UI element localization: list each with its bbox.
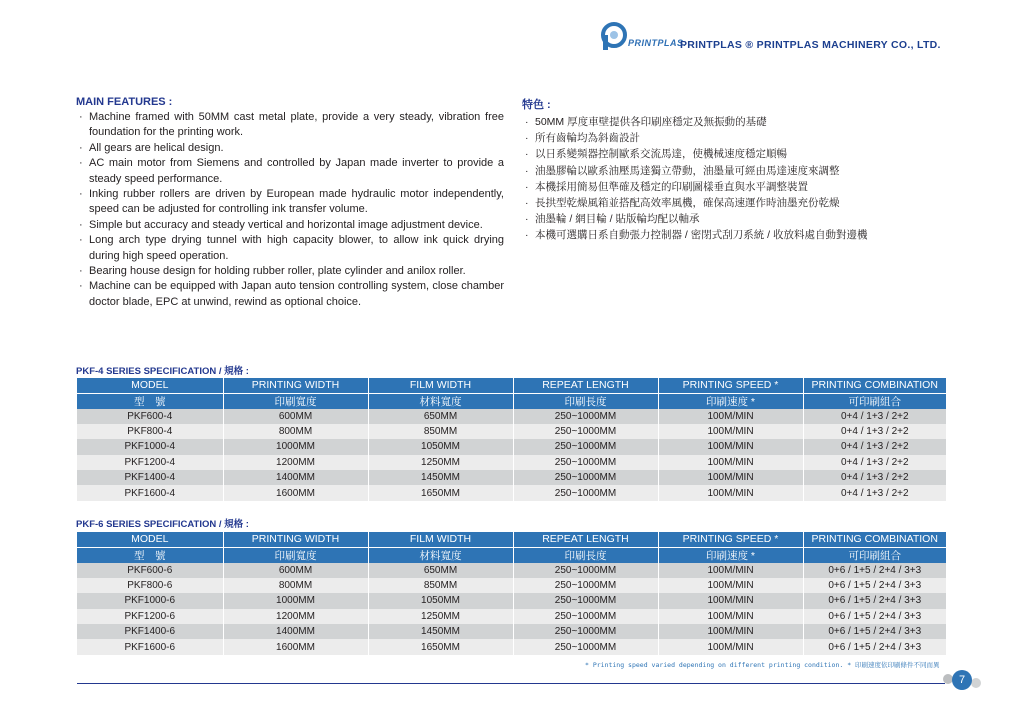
table-cell: 1000MM <box>223 593 368 608</box>
page-indicator <box>943 670 983 692</box>
table-cell: PKF600-4 <box>77 409 223 424</box>
feature-item <box>76 218 504 233</box>
main-features-section <box>76 96 504 310</box>
feature-text: Simple but accuracy and steady vertical and horizontal image adjustment device. <box>89 218 483 231</box>
bullet: · <box>525 164 529 177</box>
table-cell: 100M/MIN <box>658 639 803 654</box>
pkf4-spec-title: PKF-4 SERIES SPECIFICATION / 規格 : <box>76 366 249 377</box>
feature-zh-item <box>522 146 942 162</box>
table-cell: 800MM <box>223 578 368 593</box>
logo-script-text: PRINTPLAS. <box>628 38 687 48</box>
feature-zh-text: 油墨膠輪以歐系油壓馬達獨立帶動，油墨量可經由馬達速度來調整 <box>535 164 840 177</box>
decor-dot-icon <box>971 678 981 688</box>
table-cell: PKF1400-6 <box>77 624 223 639</box>
table-cell: 600MM <box>223 563 368 578</box>
table-cell: 1200MM <box>223 609 368 624</box>
table-cell: PKF1000-4 <box>77 439 223 454</box>
table-cell: 850MM <box>368 424 513 439</box>
feature-item <box>76 279 504 310</box>
table-cell: 100M/MIN <box>658 424 803 439</box>
table-cell: 1600MM <box>223 639 368 654</box>
table-cell: 1650MM <box>368 485 513 500</box>
table-header-zh-row <box>77 393 946 409</box>
col-header: FILM WIDTH <box>368 378 513 393</box>
table-cell: 100M/MIN <box>658 578 803 593</box>
feature-text: Machine can be equipped with Japan auto tension controlling system, close chamber doctor blade, EPC at unwind, rewind as optional choice. <box>89 280 504 308</box>
features-zh-title: 特色 : <box>522 99 551 111</box>
table-cell: PKF1200-6 <box>77 609 223 624</box>
bullet: · <box>79 265 83 278</box>
table-header-row <box>77 378 946 393</box>
bullet: · <box>79 157 83 170</box>
table-cell: 100M/MIN <box>658 455 803 470</box>
table-cell: PKF1200-4 <box>77 455 223 470</box>
table-cell: 100M/MIN <box>658 439 803 454</box>
main-features-title: MAIN FEATURES : <box>76 96 173 108</box>
feature-zh-item <box>522 227 942 243</box>
table-row <box>77 485 946 500</box>
col-header-zh: 可印刷組合 <box>803 547 946 563</box>
feature-text: Bearing house design for holding rubber roller, plate cylinder and anilox roller. <box>89 265 466 278</box>
table-cell: 100M/MIN <box>658 563 803 578</box>
col-header-zh: 印刷寬度 <box>223 393 368 409</box>
col-header: PRINTING SPEED * <box>658 532 803 547</box>
table-cell: 0+6 / 1+5 / 2+4 / 3+3 <box>803 578 946 593</box>
table-cell: 0+4 / 1+3 / 2+2 <box>803 409 946 424</box>
table-cell: 1000MM <box>223 439 368 454</box>
feature-text: AC main motor from Siemens and controlled by Japan made inverter to provide a steady speed performance. <box>89 157 504 185</box>
bullet: · <box>525 180 529 193</box>
table-row <box>77 409 946 424</box>
table-header-row <box>77 532 946 547</box>
table-row <box>77 593 946 608</box>
feature-item <box>76 110 504 141</box>
col-header: PRINTING WIDTH <box>223 532 368 547</box>
col-header: PRINTING COMBINATION <box>803 378 946 393</box>
page-number: 7 <box>952 670 972 690</box>
table-cell: 1600MM <box>223 485 368 500</box>
col-header: PRINTING COMBINATION <box>803 532 946 547</box>
feature-zh-text: 本機採用簡易但準確及穩定的印刷圖樣垂直與水平調整裝置 <box>535 180 808 193</box>
table-cell: 1650MM <box>368 639 513 654</box>
bullet: · <box>79 141 83 154</box>
table-cell: 0+4 / 1+3 / 2+2 <box>803 439 946 454</box>
col-header-zh: 型 號 <box>77 547 223 563</box>
feature-zh-text: 50MM 厚度車壁提供各印刷座穩定及無振動的基礎 <box>535 116 767 128</box>
feature-zh-item <box>522 163 942 179</box>
table-cell: 650MM <box>368 409 513 424</box>
table-cell: 250~1000MM <box>513 409 658 424</box>
pkf6-table-body <box>77 563 946 655</box>
feature-text: Long arch type drying tunnel with high capacity blower, to allow ink quick drying during high speed operation. <box>89 234 504 262</box>
table-cell: 0+4 / 1+3 / 2+2 <box>803 485 946 500</box>
bullet: · <box>79 218 83 231</box>
table-cell: 0+4 / 1+3 / 2+2 <box>803 424 946 439</box>
feature-item <box>76 141 504 156</box>
feature-zh-text: 長拱型乾燥風箱並搭配高效率風機，確保高速運作時油墨充份乾燥 <box>535 197 840 210</box>
table-cell: 100M/MIN <box>658 624 803 639</box>
feature-item <box>76 187 504 218</box>
table-cell: 250~1000MM <box>513 424 658 439</box>
col-header-zh: 印刷長度 <box>513 393 658 409</box>
bullet: · <box>525 148 529 161</box>
table-cell: 0+6 / 1+5 / 2+4 / 3+3 <box>803 639 946 654</box>
table-cell: 0+6 / 1+5 / 2+4 / 3+3 <box>803 609 946 624</box>
bullet: · <box>525 132 529 145</box>
table-cell: 1250MM <box>368 609 513 624</box>
table-header-zh-row <box>77 547 946 563</box>
table-cell: 100M/MIN <box>658 485 803 500</box>
table-cell: 1050MM <box>368 439 513 454</box>
feature-zh-item <box>522 211 942 227</box>
table-cell: 800MM <box>223 424 368 439</box>
table-cell: 1400MM <box>223 624 368 639</box>
table-cell: 1450MM <box>368 470 513 485</box>
table-cell: 250~1000MM <box>513 624 658 639</box>
table-cell: PKF1400-4 <box>77 470 223 485</box>
table-row <box>77 424 946 439</box>
feature-item <box>76 233 504 264</box>
col-header-zh: 印刷長度 <box>513 547 658 563</box>
features-zh-list <box>522 114 942 244</box>
feature-text: Machine framed with 50MM cast metal plate, provide a very steady, vibration free foundation for the printing work. <box>89 111 504 139</box>
table-cell: 250~1000MM <box>513 578 658 593</box>
table-cell: PKF600-6 <box>77 563 223 578</box>
table-cell: 0+4 / 1+3 / 2+2 <box>803 455 946 470</box>
feature-text: Inking rubber rollers are driven by European made hydraulic motor independently, speed can be adjusted for controlling ink transfer volume. <box>89 188 504 216</box>
table-cell: 0+6 / 1+5 / 2+4 / 3+3 <box>803 593 946 608</box>
table-cell: 0+6 / 1+5 / 2+4 / 3+3 <box>803 563 946 578</box>
bullet: · <box>79 111 83 123</box>
table-row <box>77 609 946 624</box>
table-cell: 250~1000MM <box>513 485 658 500</box>
feature-zh-item <box>522 114 942 130</box>
feature-item <box>76 156 504 187</box>
bullet: · <box>525 229 529 242</box>
table-cell: 250~1000MM <box>513 593 658 608</box>
table-cell: 1400MM <box>223 470 368 485</box>
bullet: · <box>79 188 83 201</box>
feature-zh-text: 油墨輪 / 網目輪 / 貼版輪均配以軸承 <box>535 213 700 226</box>
col-header-zh: 型 號 <box>77 393 223 409</box>
table-cell: PKF800-6 <box>77 578 223 593</box>
table-cell: 250~1000MM <box>513 455 658 470</box>
bullet: · <box>525 116 529 128</box>
table-cell: 600MM <box>223 409 368 424</box>
pkf4-table-body <box>77 409 946 501</box>
pkf6-spec-table <box>77 532 946 655</box>
table-cell: 0+4 / 1+3 / 2+2 <box>803 470 946 485</box>
features-zh-section <box>522 96 942 244</box>
col-header: MODEL <box>77 378 223 393</box>
brand-header <box>598 22 958 54</box>
table-row <box>77 639 946 654</box>
table-cell: 850MM <box>368 578 513 593</box>
table-row <box>77 563 946 578</box>
table-cell: 0+6 / 1+5 / 2+4 / 3+3 <box>803 624 946 639</box>
col-header-zh: 印刷速度 * <box>658 547 803 563</box>
table-cell: 100M/MIN <box>658 593 803 608</box>
table-cell: 1200MM <box>223 455 368 470</box>
table-cell: PKF1600-4 <box>77 485 223 500</box>
bullet: · <box>525 213 529 226</box>
company-name: PRINTPLAS ® PRINTPLAS MACHINERY CO., LTD. <box>680 39 941 51</box>
feature-zh-text: 本機可選購日系自動張力控制器 / 密閉式刮刀系統 / 收放料處自動對邊機 <box>535 229 868 242</box>
col-header: PRINTING SPEED * <box>658 378 803 393</box>
feature-zh-item <box>522 130 942 146</box>
table-row <box>77 470 946 485</box>
table-cell: 100M/MIN <box>658 470 803 485</box>
table-row <box>77 455 946 470</box>
table-cell: 250~1000MM <box>513 639 658 654</box>
col-header: REPEAT LENGTH <box>513 532 658 547</box>
table-cell: 100M/MIN <box>658 409 803 424</box>
features-list <box>76 110 504 310</box>
col-header: PRINTING WIDTH <box>223 378 368 393</box>
table-cell: 650MM <box>368 563 513 578</box>
table-cell: 250~1000MM <box>513 563 658 578</box>
table-row <box>77 578 946 593</box>
table-cell: PKF1000-6 <box>77 593 223 608</box>
pkf4-spec-table <box>77 378 946 501</box>
feature-text: All gears are helical design. <box>89 141 224 154</box>
speed-footnote: * Printing speed varied depending on different printing condition. * 印刷速度依印刷條件不同而異 <box>585 661 940 669</box>
table-cell: 250~1000MM <box>513 470 658 485</box>
col-header-zh: 可印刷組合 <box>803 393 946 409</box>
feature-zh-text: 所有齒輪均為斜齒設計 <box>535 132 640 145</box>
table-cell: PKF800-4 <box>77 424 223 439</box>
bullet: · <box>79 234 83 247</box>
col-header-zh: 印刷寬度 <box>223 547 368 563</box>
table-cell: 1450MM <box>368 624 513 639</box>
feature-zh-item <box>522 179 942 195</box>
feature-zh-item <box>522 195 942 211</box>
feature-item <box>76 264 504 279</box>
feature-zh-text: 以日系變頻器控制歐系交流馬達，使機械速度穩定順暢 <box>535 148 787 161</box>
table-cell: 100M/MIN <box>658 609 803 624</box>
printplas-logo-icon <box>600 22 630 52</box>
col-header: REPEAT LENGTH <box>513 378 658 393</box>
table-cell: 1050MM <box>368 593 513 608</box>
col-header-zh: 材料寬度 <box>368 393 513 409</box>
col-header-zh: 材料寬度 <box>368 547 513 563</box>
table-row <box>77 439 946 454</box>
footer-divider <box>77 683 945 684</box>
table-cell: 250~1000MM <box>513 439 658 454</box>
table-cell: 1250MM <box>368 455 513 470</box>
pkf6-spec-title: PKF-6 SERIES SPECIFICATION / 規格 : <box>76 519 249 530</box>
col-header: FILM WIDTH <box>368 532 513 547</box>
table-cell: 250~1000MM <box>513 609 658 624</box>
bullet: · <box>79 280 83 293</box>
table-row <box>77 624 946 639</box>
col-header-zh: 印刷速度 * <box>658 393 803 409</box>
col-header: MODEL <box>77 532 223 547</box>
table-cell: PKF1600-6 <box>77 639 223 654</box>
bullet: · <box>525 197 529 210</box>
